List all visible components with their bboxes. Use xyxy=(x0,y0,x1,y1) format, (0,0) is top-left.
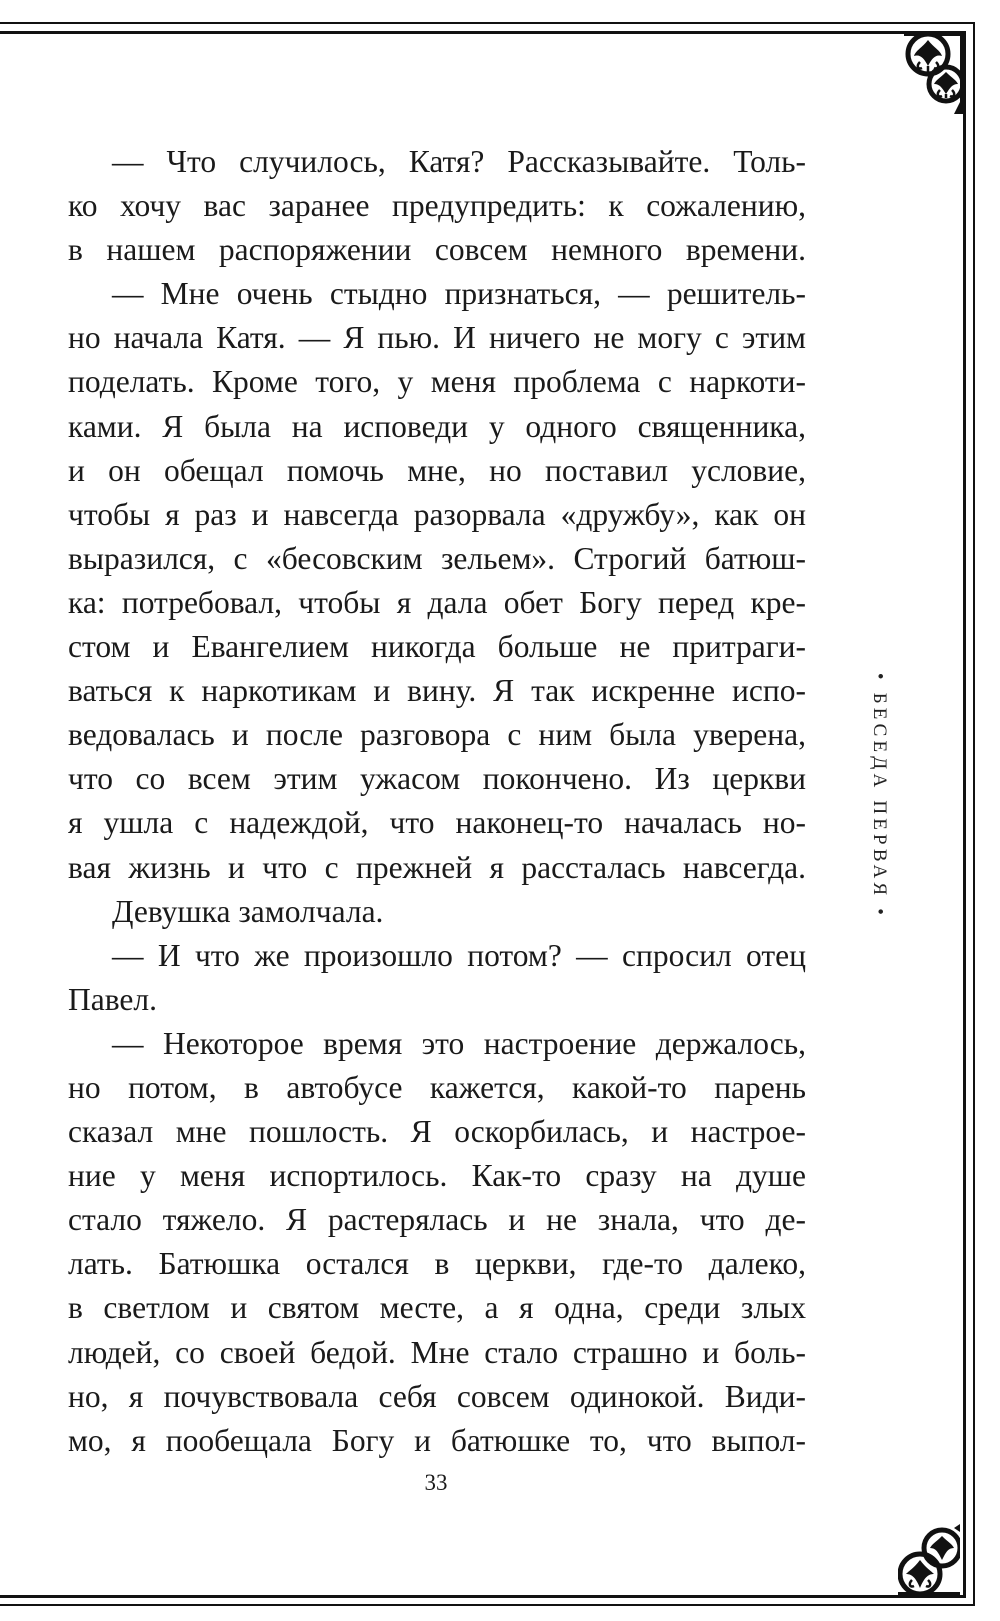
text-line: но, я почувствовала себя совсем одинокой. Види- xyxy=(68,1378,806,1414)
text-line: чтобы я раз и навсегда разорвала «дружбу», как он xyxy=(68,496,806,532)
text-line: — Некоторое время это настроение держалось, xyxy=(112,1025,806,1061)
text-line: вая жизнь и что с прежней я рассталась навсегда. xyxy=(68,849,806,885)
frame-right-inner-rule xyxy=(963,31,966,1598)
text-line: выразился, с «бесовским зельем». Строгий батюш- xyxy=(68,540,806,576)
text-line: сказал мне пошлость. Я оскорбилась, и настрое- xyxy=(68,1114,806,1150)
text-line: стало тяжело. Я растерялась и не знала, что де- xyxy=(68,1202,806,1238)
page-number: 33 xyxy=(424,1470,448,1495)
frame-bottom-outer-rule xyxy=(0,1604,975,1606)
text-line: ведовалась и после разговора с ним была уверена, xyxy=(68,717,806,753)
frame-bottom-inner-rule xyxy=(0,1595,966,1598)
frame-right-outer-rule xyxy=(973,22,975,1606)
text-line: Павел. xyxy=(68,981,157,1017)
text-line: в светлом и святом месте, а я одна, среди злых xyxy=(68,1290,806,1326)
text-line: в нашем распоряжении совсем немного времени. xyxy=(68,232,806,268)
running-title xyxy=(862,655,896,937)
text-line: ние у меня испортилось. Как-то сразу на душе xyxy=(68,1158,806,1194)
text-line: что со всем этим ужасом покончено. Из церкви xyxy=(68,761,806,797)
text-line: ками. Я была на исповеди у одного священника, xyxy=(68,408,806,444)
text-line: стом и Евангелием никогда больше не притраги- xyxy=(68,629,806,665)
text-line: лать. Батюшка остался в церкви, где-то далеко, xyxy=(68,1246,806,1282)
text-line: — И что же произошло потом? — спросил отец xyxy=(112,937,806,973)
text-line: — Мне очень стыдно признаться, — решитель- xyxy=(112,276,806,312)
running-title-text: • БЕСЕДА ПЕРВАЯ • xyxy=(869,672,891,920)
text-line: мо, я пообещала Богу и батюшке то, что выпол- xyxy=(68,1422,806,1458)
text-line: Девушка замолчала. xyxy=(112,893,384,929)
text-line: и он обещал помочь мне, но поставил условие, xyxy=(68,452,806,488)
text-line: — Что случилось, Катя? Рассказывайте. Толь- xyxy=(112,144,806,179)
text-line: ваться к наркотикам и вину. Я так искренне испо- xyxy=(68,673,806,709)
corner-ornament-icon xyxy=(902,32,964,114)
corner-ornament-icon xyxy=(898,1518,960,1600)
text-line: ка: потребовал, чтобы я дала обет Богу перед кре- xyxy=(68,584,806,620)
text-line: людей, со своей бедой. Мне стало страшно и боль- xyxy=(68,1334,806,1370)
text-line: ко хочу вас заранее предупредить: к сожалению, xyxy=(68,188,806,224)
text-line: но потом, в автобусе кажется, какой-то парень xyxy=(68,1069,806,1105)
text-line: но начала Катя. — Я пью. И ничего не могу с этим xyxy=(68,320,806,356)
frame-top-inner-rule xyxy=(0,31,966,34)
body-text xyxy=(68,140,806,1463)
text-line: поделать. Кроме того, у меня проблема с наркоти- xyxy=(68,364,806,400)
frame-top-outer-rule xyxy=(0,22,975,24)
text-line: я ушла с надеждой, что наконец-то началась но- xyxy=(68,805,806,841)
